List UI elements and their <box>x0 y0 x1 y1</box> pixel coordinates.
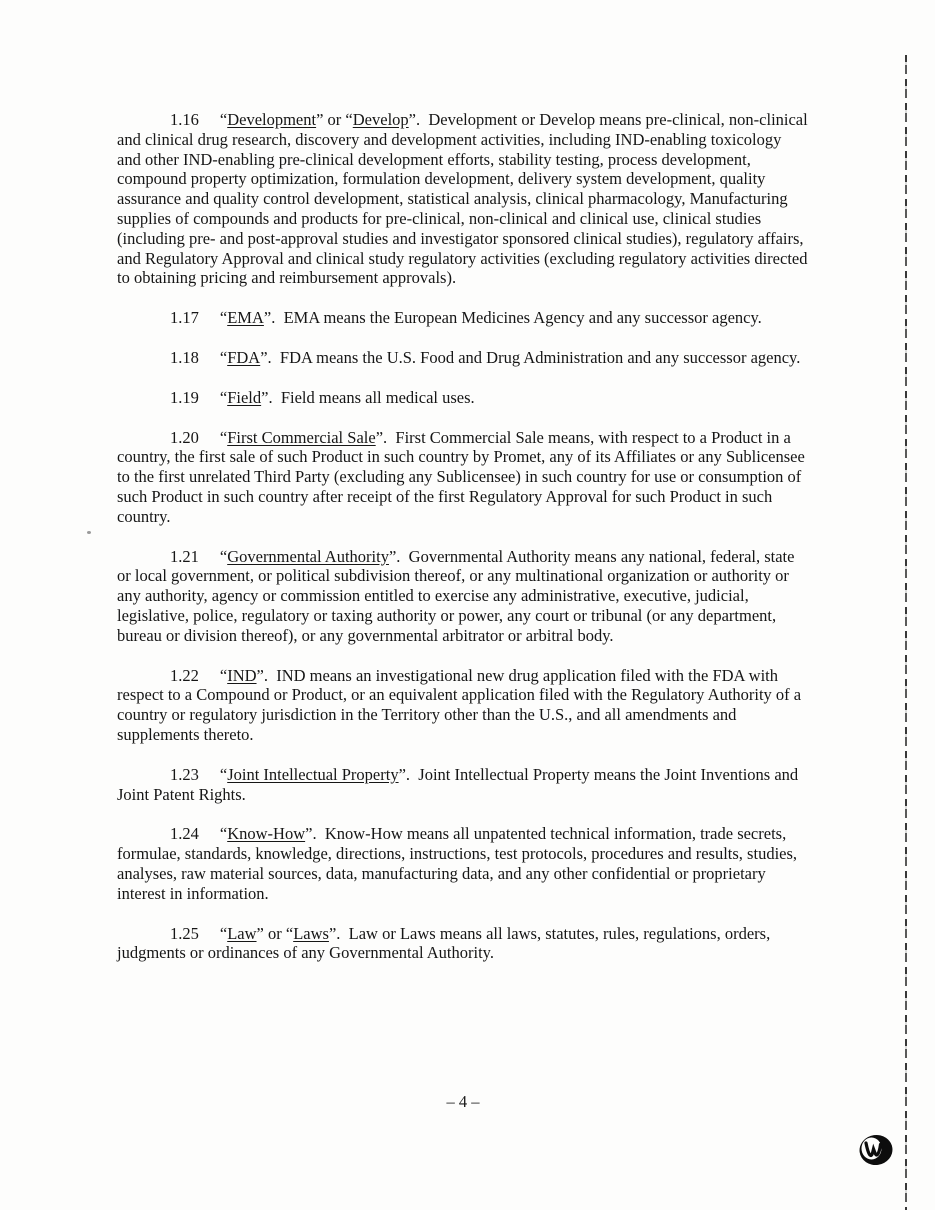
definition-paragraph-1.20: 1.20 “First Commercial Sale”. First Commercial Sale means, with respect to a Product in a country, the first sale of such Product in such country by Promet, any of its Affiliates or any Sublicensee to the first unrelated Third Party (excluding any Sublicensee) in such country for use or consumption of such Product in such country after receipt of the first Regulatory Approval for such Product in such country. <box>117 427 805 526</box>
definition-number: 1.24 <box>170 824 199 844</box>
definition-number: 1.16 <box>170 110 199 129</box>
definition-term: “EMA”. <box>219 308 276 328</box>
definition-paragraph-1.22: 1.22 “IND”. IND means an investigational new drug application filed with the FDA with respect to a Compound or Product, or an equivalent application filed with the Regulatory Authority of a country or regulatory jurisdiction in the Territory other than the U.S., and all amendments and supplements thereto. <box>117 665 802 744</box>
definitions-list <box>117 110 809 983</box>
definition-number: 1.18 <box>170 347 199 367</box>
definition-term: “Know-How”. <box>219 824 317 844</box>
definition-term: “Development” or “Develop”. <box>219 110 421 129</box>
scan-speck <box>87 531 91 534</box>
definition-paragraph-1.19: 1.19 “Field”. Field means all medical uses. <box>170 387 475 407</box>
definition-number: 1.19 <box>170 387 199 407</box>
definition-term: “Law” or “Laws”. <box>219 923 341 943</box>
definition-term: “FDA”. <box>219 347 272 367</box>
definition-paragraph-1.16: 1.16 “Development” or “Develop”. Development or Develop means pre-clinical, non-clinical and clinical drug research, discovery and development activities, including IND-enabling toxicology and other IND-enabling pre-clinical development efforts, stability testing, process development, compound property optimization, formulation development, delivery system development, quality assurance and quality control development, statistical analysis, clinical pharmacology, Manufacturing supplies of compounds and products for pre-clinical, non-clinical and clinical use, clinical studies (including pre- and post-approval studies and investigator sponsored clinical studies), regulatory affairs, and Regulatory Approval and clinical study regulatory activities (excluding regulatory activities directed to obtaining pricing and reimbursement approvals). <box>117 110 808 288</box>
definition-number: 1.25 <box>170 923 199 943</box>
definition-paragraph-1.21: 1.21 “Governmental Authority”. Governmental Authority means any national, federal, state or local government, or political subdivision thereof, or any multinational organization or authority or any authority, agency or commission entitled to exercise any administrative, executive, judicial, legislative, police, regulatory or taxing authority or power, any court or tribunal (or any department, bureau or division thereof), or any governmental arbitrator or arbitral body. <box>117 546 795 645</box>
definition-number: 1.17 <box>170 308 199 328</box>
definition-paragraph-1.17: 1.17 “EMA”. EMA means the European Medicines Agency and any successor agency. <box>170 308 762 328</box>
definition-number: 1.20 <box>170 427 199 447</box>
definition-paragraph-1.23: 1.23 “Joint Intellectual Property”. Joint Intellectual Property means the Joint Inventions and Joint Patent Rights. <box>117 764 799 804</box>
definition-term: “First Commercial Sale”. <box>219 427 388 447</box>
definition-term: “Field”. <box>219 387 273 407</box>
definition-number: 1.23 <box>170 764 199 784</box>
page-number: – 4 – <box>446 1092 480 1111</box>
definition-number: 1.21 <box>170 546 199 566</box>
scan-artifact-line <box>905 55 907 1210</box>
definition-paragraph-1.25: 1.25 “Law” or “Laws”. Law or Laws means all laws, statutes, rules, regulations, orders, judgments or ordinances of any Governmental Authority. <box>117 923 771 963</box>
definition-paragraph-1.24: 1.24 “Know-How”. Know-How means all unpatented technical information, trade secrets, formulae, standards, knowledge, directions, instructions, test protocols, procedures and results, studies, analyses, raw material sources, data, manufacturing data, and any other confidential or proprietary interest in information. <box>117 824 798 903</box>
definition-term: “Governmental Authority”. <box>219 546 401 566</box>
definition-number: 1.22 <box>170 665 199 685</box>
ink-stamp-icon <box>856 1132 896 1170</box>
definition-term: “Joint Intellectual Property”. <box>219 764 411 784</box>
definition-term: “IND”. <box>219 665 268 685</box>
definition-paragraph-1.18: 1.18 “FDA”. FDA means the U.S. Food and Drug Administration and any successor agency. <box>170 347 801 367</box>
